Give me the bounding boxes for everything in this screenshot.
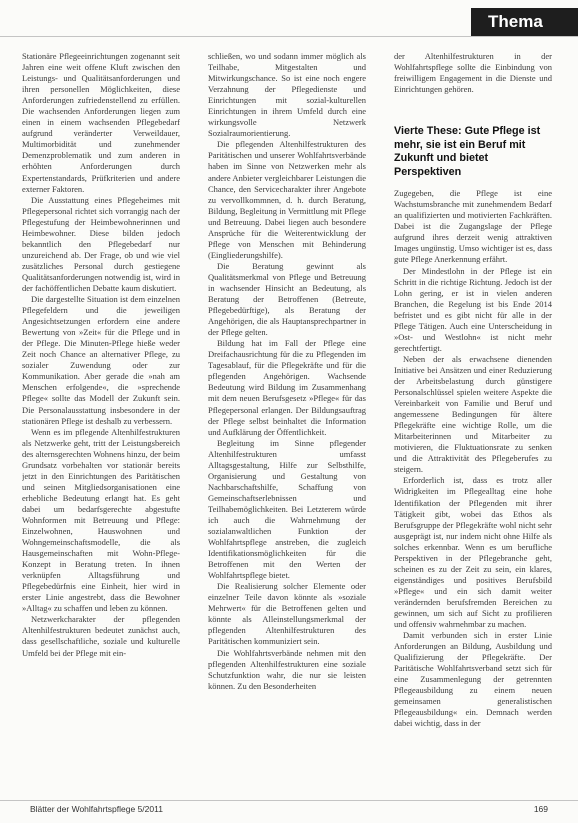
paragraph: Netzwerkcharakter der pflegenden Altenhilfestrukturen bedeutet zunächst auch, dass gesellschaftliche, soziale und kulturelle Umfeld bei der Pflege mit ein- [22, 614, 180, 658]
page-footer [30, 803, 548, 815]
text-column-3 [394, 51, 552, 797]
page-number: 169 [533, 804, 548, 814]
section-heading: Vierte These: Gute Pflege ist mehr, sie ist ein Beruf mit Zukunft und bietet Perspektiven [394, 125, 541, 178]
paragraph: Erforderlich ist, dass es trotz aller Widrigkeiten im Pflegealltag eine hohe Identifikation der Pflegenden mit ihrer Tätigkeit gibt, wobei das Ethos als Berufsgruppe der Pflegekräfte wohl nicht sehr ausgeprägt ist, nur indem nicht ohne Hilfe als solches erkennbar. Wenn es um berufliche Perspektiven in der Pflegebranche geht, scheinen es zu der Zeit zu sein, ein klares, eigenständiges und positives Berufsbild »Pflege« und ein sich damit weiter verändernden berufsfremden Bereichen zu gewinnen, um sich auf Sicht zu profilieren und offensiv wahrnehmbar zu machen. [394, 475, 552, 630]
paragraph: Bildung hat im Fall der Pflege eine Dreifachausrichtung für die zu Pflegenden im Tagesablauf, für die Pflegekräfte und für die pflegenden Angehörigen. Wachsende Bedeutung wird Bildung im Zusammenhang mit dem neuen Berufsgesetz »Pflege« für das Pflegepersonal erlangen. Der Bildungsauftrag der Pflege selbst beinhaltet die Information und Aufklärung der Öffentlichkeit. [208, 338, 366, 437]
paragraph: Stationäre Pflegeeinrichtungen zogenannt seit Jahren eine weit offene Kluft zwischen den Leistungs- und Qualitätsanforderungen und ihren personellen Möglichkeiten, diese Anforderungen zufriedenstellend zu erfüllen. Die wachsenden Anforderungen liegen zum einen in einem wachsenden Pflegebedarf aufgrund veränderter Verweildauer, Multimorbidität und zunehmender Demenzproblematik und zum anderen in erhöhten Anforderungen durch Expertenstandards, Prüfkriterien und andere externer Faktoren. [22, 51, 180, 194]
article-body [22, 51, 552, 797]
paragraph: Die Wohlfahrtsverbände nehmen mit den pflegenden Altenhilfestrukturen eine soziale Schutzfunktion wahr, die nur sie leisten können. Zu den Besonderheiten [208, 647, 366, 691]
paragraph: Damit verbunden sich in erster Linie Anforderungen an Bildung, Ausbildung und Qualifizierung der Pflegekräfte. Der Paritätische Wohlfahrtsverband setzt sich für eine Zusammenlegung der getrennten Pflegeausbildung zu einem neuen gemeinsamen generalistischen Pflegeausbildung« ein. Demnach werden dabei wichtig, dass in der [394, 630, 552, 729]
paragraph: Begleitung im Sinne pflegender Altenhilfestrukturen umfasst Alltagsgestaltung, Hilfe zur Selbsthilfe, Organisierung und Gestaltung von Nachbarschaftshilfe, Schaffung von Gemeinschaftserlebnissen und Teilhabemöglichkeiten. Bei Letzterem würde ich auch die Wahrnehmung der sozialanwaltlichen Funktion der Wohlfahrtspflege anstreben, die zugleich Identifikationsmöglichkeiten für die Betroffenen mit den Werten der Wohlfahrtspflege bietet. [208, 437, 366, 581]
header-rule [0, 36, 578, 37]
text-column-2 [208, 51, 366, 797]
paragraph: Zugegeben, die Pflege ist eine Wachstumsbranche mit zunehmendem Bedarf an qualifizierten und motivierten Fachkräften. Dabei ist die Zugangslage der Pflege aufgrund ihres derzeit wenig attraktiven Images ungünstig. Umso wichtiger ist es, dass gute Pflege Anerkennung erfährt. [394, 188, 552, 265]
footer-rule [0, 800, 578, 801]
paragraph: Wenn es im pflegende Altenhilfestrukturen als Netzwerke geht, tritt der Leistungsbereich des alternsgerechten Wohnens hinzu, der beim Grundsatz vorbehalten vor stationär bereits jetzt in den Einrichtungen des Paritätischen und seinen Mitgliedsorganisationen eine erhebliche Bedeutung erlangt hat. Es geht dabei um bedarfsgerechte abgestufte Wohnformen mit Betreuung und Pflege: Einzelwohnen, Hauswohnen und Wohngemeinschaftsmodelle, die als Hausgemeinschaften mit Wohn-Pflege-Konzept in Beratung treten. In ihnen verknüpfen Alltagsführung und Pflegebedürfnis eine Einheit, hier wird in erster Linie angestrebt, dass die Bewohner »Alltag« zu schaffen und leben zu können. [22, 426, 180, 614]
paragraph: Die dargestellte Situation ist dem einzelnen Pflegefeldern und die jeweiligen Angesichtsetzungen erfordern eine andere Bewertung von »Zeit« für die Pflege und in der Pflege. Die Minuten-Pflege hieße weder Zeit noch Chance an alternativer Pflege, zu sozialer Zuwendung oder zur Kommunikation. Aber gerade die »nah am Menschen erfolgende«, die »sprechende Pflege« sollte das Modell der Zukunft sein. Die Personalausstattung insbesondere in der stationären Pflege ist deshalb zu verbessern. [22, 294, 180, 426]
paragraph: Neben der als erwachsene dienenden Initiative bei Ansätzen und einer Reduzierung der Arbeitsbelastung durch günstigere Personalschlüssel spielen weitere Aspekte die Vereinbarkeit von Familie und Beruf und angemessene Bedingungen für ältere Pflegekräfte eine wichtige Rolle, um die Mitarbeiterinnen und Mitarbeiter zu motivieren, die Fluktuationsrate zu senken und die Attraktivität des Pflegeberufes zu steigern. [394, 353, 552, 475]
paragraph: der Altenhilfestrukturen in der Wohlfahrtspflege sollte die Einbindung von freiwilligem Engagement in die Dienste und Einrichtungen gehören. [394, 51, 552, 95]
section-label: Thema [471, 8, 578, 36]
paragraph: Die pflegenden Altenhilfestrukturen des Paritätischen und unserer Wohlfahrtsverbände haben im Sinne von Netzwerken mehr als andere Anbieter vergleichbarer Leistungen die Chance, den Servicecharakter ihrer Angebote zu vervollkommnen, d. h. durch Beratung, Bildung, Begleitung in Vermittlung mit Pflege und Betreuung. Dabei liegen auch besondere Ansprüche für die Weiterentwicklung der Pflege von Menschen mit Behinderung (Eingliederungshilfe). [208, 139, 366, 260]
paragraph: Die Beratung gewinnt als Qualitätsmerkmal von Pflege und Betreuung in wachsender Hinsicht an Bedeutung, als Beratung der Betroffenen (Betreute, Pflegebedürftige), als Beratung der Angehörigen, die als Hauptansprechpartner in der Pflege gelten. [208, 260, 366, 338]
text-column-1 [22, 51, 180, 797]
paragraph: schließen, wo und sodann immer möglich als Teilhabe, Mitgestalten und Mitwirkungschance. So ist eine noch engere Verzahnung der Pflegedienste und Einrichtungen mit sozial-kulturellen Einrichtungen in ihrem Umfeld durch eine wirkungsvolle Netzwerk Sozialraumorientierung. [208, 51, 366, 139]
footer-source: Blätter der Wohlfahrtspflege 5/2011 [30, 804, 163, 814]
paragraph: Der Mindestlohn in der Pflege ist ein Schritt in die richtige Richtung. Jedoch ist der Lohn gering, er ist in vielen anderen Branchen, die Regelung ist bis Ende 2014 befristet und es gibt nicht für alle in der Pflege Tätigen. Auch eine Unterscheidung in »Ost- und Westlohn« ist nicht mehr gerechtfertigt. [394, 265, 552, 353]
paragraph: Die Realisierung solcher Elemente oder einzelner Teile davon könnte als »soziale Mehrwert« für die Betroffenen gelten und könnte als Alleinstellungsmerkmal der pflegenden Altenhilfestrukturen des Paritätischen kommuniziert sein. [208, 581, 366, 647]
paragraph: Die Ausstattung eines Pflegeheimes mit Pflegepersonal richtet sich vorrangig nach der Pflegestufung der Heimbewohnerinnen und Heimbewohner. Diese bilden jedoch bekanntlich den Pflegebedarf nur unzureichend ab. Der Frage, ob und wie viel zusätzliches Personal durch gestiegene Qualitätsanforderungen notwendig ist, wird in der fachöffentlichen Debatte kaum diskutiert. [22, 194, 180, 293]
